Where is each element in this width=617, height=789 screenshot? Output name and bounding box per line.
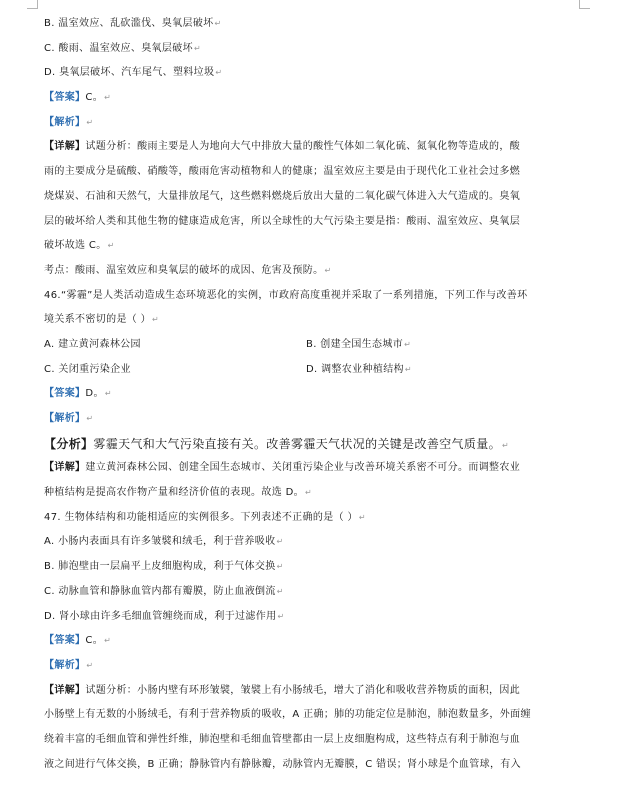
document-page: [44, 12, 574, 777]
q45-kaodian: 考点：酸雨、温室效应和臭氧层的破坏的成因、危害及预防。↵: [44, 264, 332, 276]
q47-answer: 【答案】C。↵: [44, 635, 112, 647]
page-corner-mark-right: [579, 0, 590, 9]
q45-analysis-label: 【解析】↵: [44, 116, 94, 128]
q46-detail-line-2: 种植结构是提高农作物产量和经济价值的表现。故选 D。↵: [44, 487, 313, 499]
q46-fenxi: 【分析】雾霾天气和大气污染直接有关。改善雾霾天气状况的关键是改善空气质量。↵: [44, 436, 510, 451]
q45-detail-line-3: 烧煤炭、石油和天然气，大量排放尾气，这些燃料燃烧后放出大量的二氧化碳气体进入大气造成的。臭氧: [44, 190, 521, 202]
q46-answer: 【答案】D。↵: [44, 388, 112, 400]
q45-detail-line-1: 【详解】试题分析：酸雨主要是人为地向大气中排放大量的酸性气体如二氧化硫、氮氧化物等造成的，酸: [44, 141, 521, 153]
q45-option-d: D. 臭氧层破坏、汽车尾气、塑料垃圾↵: [44, 67, 223, 79]
q45-detail-line-2: 雨的主要成分是硫酸、硝酸等，酸雨危害动植物和人的健康；温室效应主要是由于现代化工业社会过多燃: [44, 166, 521, 178]
q47-detail-line-4: 液之间进行气体交换，B 正确；静脉管内有静脉瓣，动脉管内无瓣膜，C 错误；肾小球是个血管球，有入: [44, 758, 521, 770]
q46-stem-line-2: 境关系不密切的是（ ）↵: [44, 314, 160, 326]
q46-stem-line-1: 46.“雾霾”是人类活动造成生态环境恶化的实例，市政府高度重视并采取了一系列措施，下列工作与改善环: [44, 289, 528, 301]
q46-analysis-label: 【解析】↵: [44, 413, 94, 424]
q47-option-a: A. 小肠内表面具有许多皱襞和绒毛，利于营养吸收↵: [44, 536, 284, 548]
q47-stem: 47. 生物体结构和功能相适应的实例很多。下列表述不正确的是（ ）↵: [44, 511, 366, 523]
q47-detail-line-2: 小肠壁上有无数的小肠绒毛，有利于营养物质的吸收，A 正确；肺的功能定位是肺泡，肺泡数量多，外面缠: [44, 709, 531, 721]
q47-option-d: D. 肾小球由许多毛细血管缠绕而成，利于过滤作用↵: [44, 610, 285, 622]
q46-options-row-1: [44, 333, 574, 358]
q46-option-d: D. 调整农业种植结构↵: [306, 363, 412, 375]
q45-answer: 【答案】C。↵: [44, 92, 112, 104]
q47-analysis-label: 【解析】↵: [44, 659, 94, 671]
q46-option-b: B. 创建全国生态城市↵: [306, 338, 412, 350]
q46-option-c: C. 关闭重污染企业: [44, 363, 131, 375]
q45-detail-line-4: 层的破坏给人类和其他生物的健康造成危害，所以全球性的大气污染主要是指：酸雨、温室效应、臭氧层: [44, 215, 521, 227]
q47-option-c: C. 动脉血管和静脉血管内都有瓣膜，防止血液倒流↵: [44, 585, 284, 597]
q47-option-b: B. 肺泡壁由一层扁平上皮细胞构成，利于气体交换↵: [44, 561, 284, 573]
q47-detail-line-3: 绕着丰富的毛细血管和弹性纤维，肺泡壁和毛细血管壁都由一层上皮细胞构成，这些特点有利于肺泡与血: [44, 733, 521, 745]
q46-options-row-2: [44, 358, 574, 383]
q45-option-b: B. 温室效应、乱砍滥伐、臭氧层破坏↵: [44, 18, 222, 29]
page-corner-mark-left: [27, 0, 38, 9]
q45-detail-line-5: 破坏故选 C。↵: [44, 240, 115, 252]
q46-detail-line-1: 【详解】建立黄河森林公园、创建全国生态城市、关闭重污染企业与改善环境关系密不可分。而调整农业: [44, 462, 521, 474]
q47-detail-line-1: 【详解】试题分析：小肠内壁有环形皱襞，皱襞上有小肠绒毛，增大了消化和吸收营养物质的面积，因此: [44, 684, 521, 696]
q46-option-a: A. 建立黄河森林公园: [44, 338, 141, 350]
q45-option-c: C. 酸雨、温室效应、臭氧层破坏↵: [44, 42, 202, 54]
